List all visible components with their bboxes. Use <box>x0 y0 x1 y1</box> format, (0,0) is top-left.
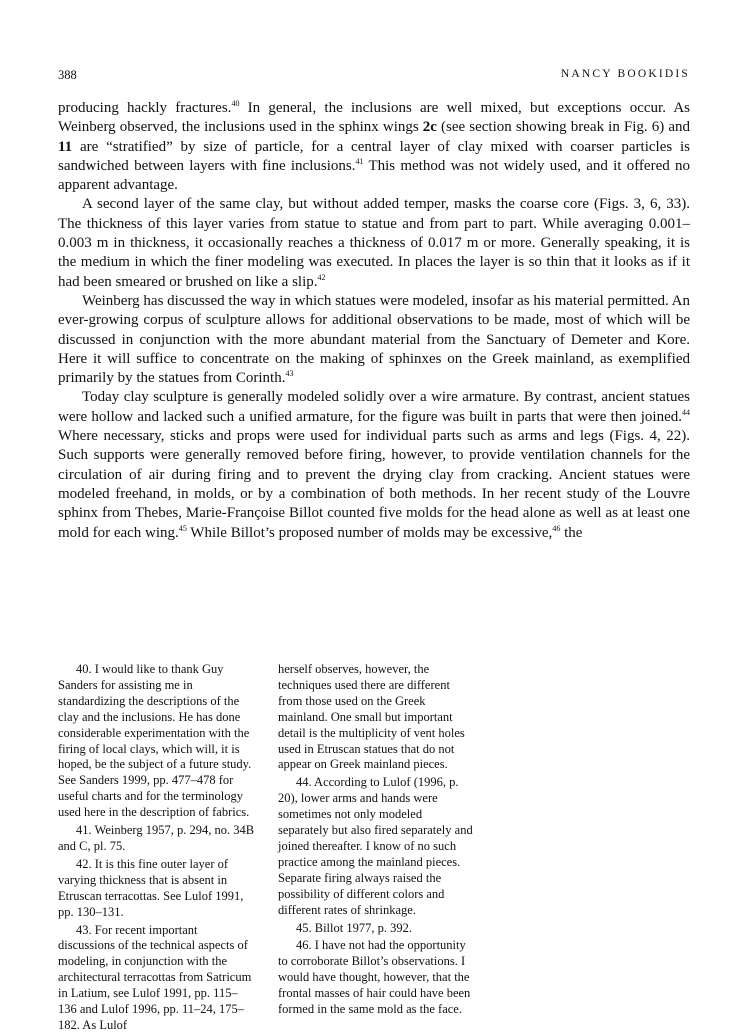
text-run: This method was not widely used, and it offered no apparent advantage. <box>58 157 690 194</box>
running-author: NANCY BOOKIDIS <box>560 68 690 80</box>
footnote-ref-41[interactable]: 41 <box>355 156 364 166</box>
paragraph-1 <box>58 99 690 195</box>
text-run: While Billot’s proposed number of molds may be excessive, <box>186 524 553 541</box>
footnote-43: 43. For recent important discussions of the technical aspects of modeling, in conjunction with the architectural terracottas from Satricum in Latium, see Lulof 1991, pp. 115–136 and Lulof 1996, pp. 11–24, 175–182. As Lulof <box>58 922 252 1032</box>
text-run: Where necessary, sticks and props were used for individual parts such as arms and legs (Figs. 4, 22). Such supports were generally removed before firing, however, to provide ventilation channels for the circulation of air during firing and to prevent the drying clay from cracking. Ancient statues were modeled freehand, in molds, or by a combination of both methods. In her recent study of the Louvre sphinx from Thebes, Marie-Françoise Billot counted five molds for the head alone as well as at least one mold for each wing. <box>58 428 690 541</box>
paragraph-4 <box>58 388 690 542</box>
footnote-40: 40. I would like to thank Guy Sanders for assisting me in standardizing the descriptions of the clay and the inclusions. He has done considerable experimentation with the firing of local clays, which will, it is hoped, be the subject of a future study. See Sanders 1999, pp. 477–478 for useful charts and for the terminology used here in the description of fabrics. <box>58 662 252 820</box>
footnote-41: 41. Weinberg 1957, p. 294, no. 34B and C, pl. 75. <box>58 823 255 853</box>
text-run: the <box>560 524 583 541</box>
text-run: In general, the inclusions are well mixed, but exceptions occur. As Weinberg observed, the inclusions used in the sphinx wings <box>58 100 690 136</box>
paragraph-2 <box>58 195 690 291</box>
footnote-ref-43[interactable]: 43 <box>285 369 294 379</box>
footnotes-column-right <box>278 662 475 1020</box>
main-text <box>58 99 690 543</box>
footnote-46: 46. I have not had the opportunity to corroborate Billot’s observations. I would have thought, however, that the frontal masses of hair could have been formed in the same mold as the face. <box>278 938 471 1017</box>
text-run: A second layer of the same clay, but without added temper, masks the coarse core (Figs. 3, 6, 33). The thickness of this layer varies from statue to statue and from part to part. While averaging 0.001–0.003 m in thickness, it occasionally reaches a thickness of 0.017 m or more. Generally speaking, it is the medium in which the finer modeling was executed. In places the layer is so thin that it looks as if it had been smeared or brushed on like a slip. <box>58 196 690 290</box>
text-run: Today clay sculpture is generally modeled solidly over a wire armature. By contrast, ancient statues were hollow and lacked such a unified armature, for the figure was built in parts that were then joined. <box>58 389 690 425</box>
figure-ref: 2c <box>422 119 437 136</box>
figure-ref: 11 <box>58 138 73 155</box>
text-run: are “stratified” by size of particle, for a central layer of clay mixed with coarser particles is sandwiched between layers with fine inclusions. <box>58 138 690 174</box>
text-run: (see section showing break in Fig. 6) and <box>436 119 690 136</box>
text-run: producing hackly fractures. <box>58 100 232 116</box>
footnote-ref-40[interactable]: 40 <box>231 99 240 108</box>
footnote-42: 42. It is this fine outer layer of varying thickness that is absent in Etruscan terracottas. See Lulof 1991, pp. 130–131. <box>58 856 244 919</box>
footnote-43-continued: herself observes, however, the techniques used there are different from those used on the Greek mainland. One small but important detail is the multiplicity of vent holes used in Etruscan statues that do not appear on Greek mainland pieces. <box>278 662 465 772</box>
text-run: Weinberg has discussed the way in which statues were modeled, insofar as his material permitted. An ever-growing corpus of sculpture allows for additional observations to be made, most of which will be discussed in conjunction with the more abundant material from the Sanctuary of Demeter and Kore. Here it will suffice to concentrate on the making of sphinxes on the Greek mainland, as exemplified primarily by the statues from Corinth. <box>58 292 690 387</box>
footnote-ref-46[interactable]: 46 <box>552 523 561 533</box>
footnote-45: 45. Billot 1977, p. 392. <box>296 920 412 935</box>
page-number: 388 <box>58 68 77 82</box>
footnote-ref-42[interactable]: 42 <box>317 272 326 282</box>
paragraph-3 <box>58 292 690 388</box>
footnotes-column-left <box>58 662 256 1036</box>
footnote-44: 44. According to Lulof (1996, p. 20), lower arms and hands were sometimes not only modeled separately but also fired separately and joined thereafter. I know of no such practice among the mainland pieces. Separate firing always raised the possibility of different colors and different rates of shrinkage. <box>278 775 473 917</box>
footnote-ref-45[interactable]: 45 <box>178 523 187 533</box>
running-header <box>58 68 690 84</box>
footnote-ref-44[interactable]: 44 <box>682 407 690 417</box>
